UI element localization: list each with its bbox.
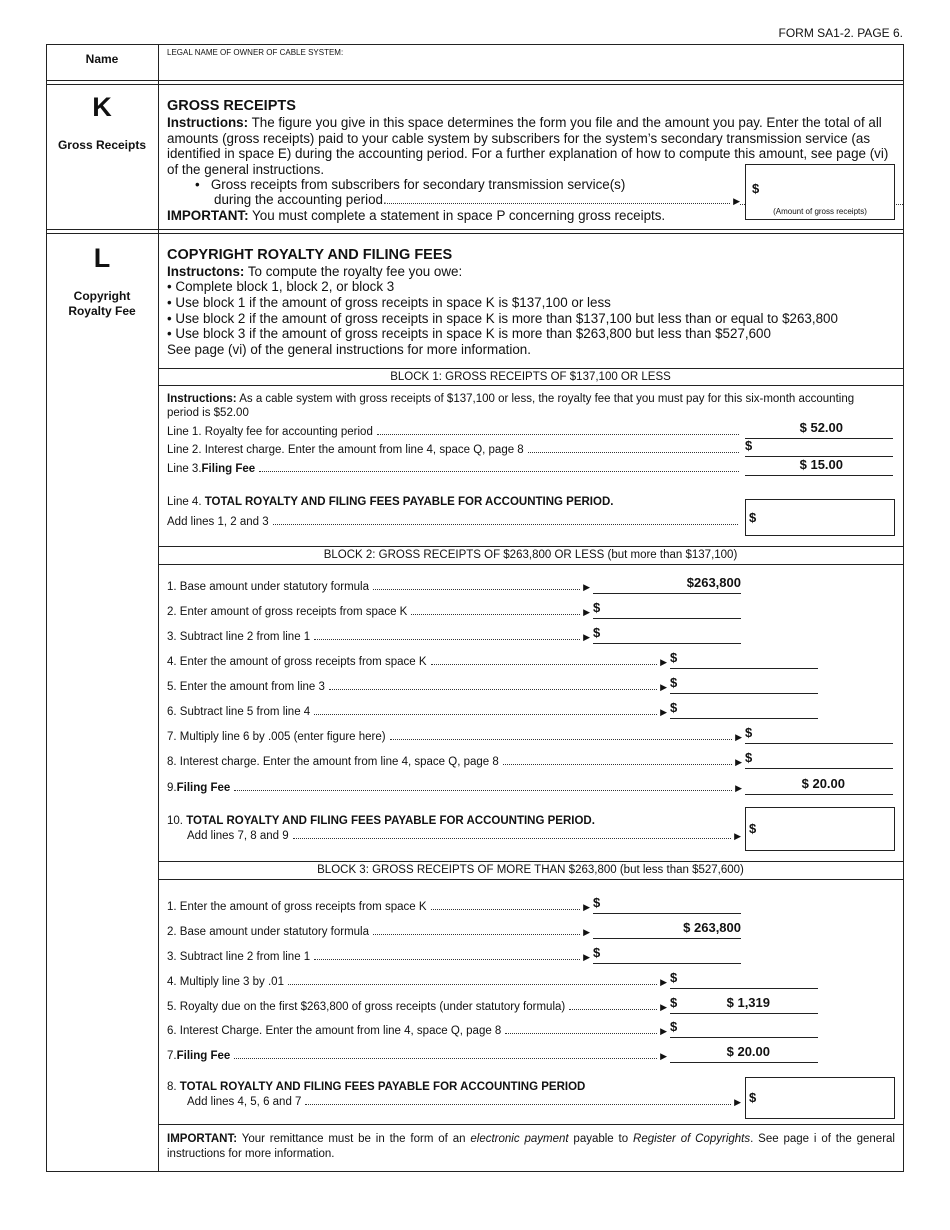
block3-line-input[interactable] xyxy=(670,1019,818,1038)
leader-dots xyxy=(329,689,657,690)
block3-line-input[interactable] xyxy=(670,995,818,1014)
leader-dots xyxy=(528,452,739,453)
leader-dots xyxy=(431,909,581,910)
block2-header: BLOCK 2: GROSS RECEIPTS OF $263,800 OR LESS (but more than $137,100) xyxy=(323,549,738,561)
line-label: 3. Subtract line 2 from line 1 xyxy=(167,631,311,643)
instruction-bullet: • Complete block 1, block 2, or block 3 xyxy=(167,279,395,294)
section-l-title: COPYRIGHT ROYALTY AND FILING FEES xyxy=(167,247,453,263)
legal-name-input[interactable] xyxy=(165,58,895,78)
line-label: 6. Interest Charge. Enter the amount from line 4, space Q, page 8 xyxy=(167,1025,502,1037)
leader-dots xyxy=(293,838,731,839)
block1-line-input[interactable] xyxy=(745,438,893,457)
bullet-gross-receipts: • Gross receipts from subscribers for secondary transmission service(s) xyxy=(195,177,626,192)
block3-total-label: 8. TOTAL ROYALTY AND FILING FEES PAYABLE FOR ACCOUNTING PERIOD xyxy=(167,1081,586,1093)
block2-total-row xyxy=(187,830,741,846)
dollar-sign: $ xyxy=(670,650,678,665)
divider xyxy=(46,80,903,81)
dollar-sign: $ xyxy=(593,895,601,910)
leader-dots xyxy=(305,1104,731,1105)
block3-line xyxy=(167,901,590,917)
block2-line xyxy=(167,756,742,772)
block2-line-input[interactable] xyxy=(745,725,893,744)
leader-dots xyxy=(234,1058,657,1059)
arrow-icon: ▶ xyxy=(583,902,590,912)
dollar-sign: $ xyxy=(749,509,757,525)
line-value: $ 52.00 xyxy=(799,420,843,435)
block2-total-input[interactable] xyxy=(745,807,895,851)
block2-line-input[interactable] xyxy=(593,600,741,619)
line-label-bold: Filing Fee xyxy=(176,1050,231,1062)
line-label: 4. Enter the amount of gross receipts from space K xyxy=(167,656,427,668)
block3-header: BLOCK 3: GROSS RECEIPTS OF MORE THAN $263,800 (but less than $527,600) xyxy=(317,864,744,876)
arrow-icon: ▶ xyxy=(660,1051,667,1061)
arrow-icon: ▶ xyxy=(660,977,667,987)
line-value: $263,800 xyxy=(686,575,741,590)
divider xyxy=(46,233,903,234)
block2-line-input[interactable] xyxy=(593,625,741,644)
block1-total-row xyxy=(167,516,741,532)
leader-dots xyxy=(234,790,732,791)
arrow-icon: ▶ xyxy=(583,927,590,937)
section-l-see: See page (vi) of the general instructions for more information. xyxy=(167,342,531,357)
section-k-letter: K xyxy=(92,92,112,122)
bullet-text: Use block 2 if the amount of gross receipts in space K is more than $137,100 but less than or equal to $263,800 xyxy=(175,311,838,326)
block1-line-input[interactable] xyxy=(745,457,893,476)
section-l-instructions: Instructons: To compute the royalty fee you owe: xyxy=(167,264,463,279)
block3-line-input[interactable] xyxy=(670,970,818,989)
section-k-important: IMPORTANT: You must complete a statement in space P concerning gross receipts. xyxy=(167,208,666,223)
line-value: $ 15.00 xyxy=(799,457,843,472)
block3-total-input[interactable] xyxy=(745,1077,895,1119)
block2-line xyxy=(167,631,590,647)
block3-line xyxy=(167,951,590,967)
dollar-sign: $ xyxy=(745,725,753,740)
block2-line xyxy=(167,681,667,697)
legal-name-field-label: LEGAL NAME OF OWNER OF CABLE SYSTEM: xyxy=(167,48,344,57)
arrow-icon: ▶ xyxy=(660,1026,667,1036)
arrow-icon: ▶ xyxy=(734,831,741,841)
line-label: Add lines 4, 5, 6 and 7 xyxy=(187,1096,302,1108)
block3-line-input[interactable] xyxy=(670,1044,818,1063)
leader-dots xyxy=(377,434,739,435)
leader-dots xyxy=(314,639,580,640)
block3-line-input[interactable] xyxy=(593,895,741,914)
line-value: $ 1,319 xyxy=(726,995,770,1010)
line-label: 1. Base amount under statutory formula xyxy=(167,581,369,593)
block3-line xyxy=(167,1050,667,1066)
leader-dots xyxy=(273,524,738,525)
dollar-sign: $ xyxy=(670,700,678,715)
bullet-text: Use block 1 if the amount of gross receipts in space K is $137,100 or less xyxy=(175,295,611,310)
dollar-sign: $ xyxy=(749,1090,757,1105)
line-label-bold: Filing Fee xyxy=(201,463,256,475)
line-label: Line 3. xyxy=(167,463,202,475)
line-label: 9. xyxy=(167,782,177,794)
line-label: 3. Subtract line 2 from line 1 xyxy=(167,951,311,963)
instruction-bullet: • Use block 3 if the amount of gross receipts in space K is more than $263,800 but less than $527,600 xyxy=(167,326,771,341)
block3-line xyxy=(167,976,667,992)
divider xyxy=(46,229,903,230)
arrow-icon: ▶ xyxy=(734,1097,741,1107)
column-divider xyxy=(158,44,159,1171)
leader-dots xyxy=(314,714,657,715)
row-label: during the accounting period. xyxy=(214,192,387,207)
divider xyxy=(46,84,903,85)
line-label: 4. Multiply line 3 by .01 xyxy=(167,976,284,988)
section-l-letter: L xyxy=(93,243,111,273)
block3-line-input[interactable] xyxy=(593,945,741,964)
dollar-sign: $ xyxy=(670,970,678,985)
section-l-label-1: Copyright xyxy=(73,289,131,303)
leader-dots xyxy=(411,614,580,615)
leader-dots xyxy=(288,984,657,985)
block1-line xyxy=(167,463,742,479)
bullet-text: Gross receipts from subscribers for secondary transmission service(s) xyxy=(210,177,626,192)
section-k-title: GROSS RECEIPTS xyxy=(167,98,296,114)
line-label: 8. Interest charge. Enter the amount from line 4, space Q, page 8 xyxy=(167,756,499,768)
line-label: 2. Enter amount of gross receipts from space K xyxy=(167,606,408,618)
bullet-text: Use block 3 if the amount of gross receipts in space K is more than $263,800 but less than $527,600 xyxy=(175,326,771,341)
instruction-bullet: • Use block 2 if the amount of gross receipts in space K is more than $137,100 but less than or equal to $263,800 xyxy=(167,311,838,326)
line-label: 5. Royalty due on the first $263,800 of gross receipts (under statutory formula) xyxy=(167,1001,566,1013)
line-label: Line 2. Interest charge. Enter the amount from line 4, space Q, page 8 xyxy=(167,444,524,456)
block2-line xyxy=(167,581,590,597)
line-label: 5. Enter the amount from line 3 xyxy=(167,681,325,693)
block1-total-label: Line 4. TOTAL ROYALTY AND FILING FEES PAYABLE FOR ACCOUNTING PERIOD. xyxy=(167,496,614,508)
line-label: 1. Enter the amount of gross receipts from space K xyxy=(167,901,427,913)
block3-line-input[interactable] xyxy=(593,920,741,939)
block1-header: BLOCK 1: GROSS RECEIPTS OF $137,100 OR LESS xyxy=(390,371,671,383)
block2-line-input[interactable] xyxy=(670,700,818,719)
line-label: 7. xyxy=(167,1050,177,1062)
arrow-icon: ▶ xyxy=(583,582,590,592)
block1-line xyxy=(167,444,742,460)
arrow-icon: ▶ xyxy=(660,1002,667,1012)
leader-dots xyxy=(314,959,580,960)
leader-dots xyxy=(569,1009,657,1010)
dollar-sign: $ xyxy=(670,675,678,690)
dollar-sign: $ xyxy=(593,625,601,640)
form-header: FORM SA1-2. PAGE 6. xyxy=(778,26,903,40)
leader-dots xyxy=(505,1033,657,1034)
block2-line xyxy=(167,782,742,798)
leader-dots xyxy=(431,664,658,665)
footer-important: IMPORTANT: Your remittance must be in the form of an electronic payment payable to Register of Copyrights. See page i of the general instructions for more information. xyxy=(167,1133,895,1160)
instructions-text: The figure you give in this space determines the form you file and the amount you pay. Enter the total of all amounts (gross receipts) paid to your cable system by subscribers for the system’s secondary transmission service (as identified in space E) during the accounting period. For a further explanation of how to compute this amount, see page (vi) of the general instructions. xyxy=(167,115,889,177)
line-label: Add lines 7, 8 and 9 xyxy=(187,830,289,842)
section-l-label-2: Royalty Fee xyxy=(68,304,136,318)
block2-line-input[interactable] xyxy=(745,776,893,795)
arrow-icon: ▶ xyxy=(660,657,667,667)
line-label: Line 1. Royalty fee for accounting period xyxy=(167,426,373,438)
gross-receipts-row: during the accounting period. ▶ xyxy=(214,192,740,207)
arrow-icon: ▶ xyxy=(583,952,590,962)
block2-line xyxy=(167,706,667,722)
block1-line-input[interactable] xyxy=(745,420,893,439)
block1-line xyxy=(167,426,742,442)
line-label-bold: Filing Fee xyxy=(176,782,231,794)
leader-dots xyxy=(373,934,580,935)
block1-instructions: Instructions: As a cable system with gross receipts of $137,100 or less, the royalty fee that you must pay for this six-month accounting period is $52.00 xyxy=(167,393,855,419)
section-k-label: Gross Receipts xyxy=(57,138,147,152)
dollar-sign: $ xyxy=(670,1019,678,1034)
block2-line-input[interactable] xyxy=(745,750,893,769)
line-label: 6. Subtract line 5 from line 4 xyxy=(167,706,311,718)
leader-dots xyxy=(373,589,580,590)
gross-receipts-input[interactable] xyxy=(745,164,895,220)
dollar-sign: $ xyxy=(593,600,601,615)
arrow-icon: ▶ xyxy=(660,682,667,692)
line-value: $ 263,800 xyxy=(683,920,741,935)
line-label: 2. Base amount under statutory formula xyxy=(167,926,369,938)
arrow-icon: ▶ xyxy=(735,783,742,793)
block3-line xyxy=(167,1001,667,1017)
leader-dots xyxy=(259,471,739,472)
arrow-icon: ▶ xyxy=(583,607,590,617)
leader-dots xyxy=(503,764,732,765)
instruction-bullet: • Use block 1 if the amount of gross receipts in space K is $137,100 or less xyxy=(167,295,611,310)
dollar-sign: $ xyxy=(745,750,753,765)
arrow-icon: ▶ xyxy=(735,757,742,767)
line-label: 7. Multiply line 6 by .005 (enter figure here) xyxy=(167,731,386,743)
line-value: $ 20.00 xyxy=(801,776,845,791)
block3-line xyxy=(167,926,590,942)
arrow-icon: ▶ xyxy=(583,632,590,642)
dollar-sign: $ xyxy=(670,995,678,1010)
line-value: $ 20.00 xyxy=(726,1044,770,1059)
dollar-sign: $ xyxy=(752,181,760,196)
dollar-sign: $ xyxy=(593,945,601,960)
block2-line-input[interactable] xyxy=(670,675,818,694)
block3-line xyxy=(167,1025,667,1041)
name-label: Name xyxy=(85,52,119,66)
block2-line xyxy=(167,606,590,622)
leader-dots xyxy=(390,739,732,740)
block2-line-input[interactable] xyxy=(670,650,818,669)
dollar-sign: $ xyxy=(745,438,753,453)
instructions-label: Instructions: xyxy=(167,115,249,130)
bullet-text: Complete block 1, block 2, or block 3 xyxy=(175,279,395,294)
arrow-icon: ▶ xyxy=(735,732,742,742)
block1-total-input[interactable] xyxy=(745,499,895,536)
arrow-icon: ▶ xyxy=(660,707,667,717)
block2-line xyxy=(167,656,667,672)
block2-line-input[interactable] xyxy=(593,575,741,594)
line-label: Add lines 1, 2 and 3 xyxy=(167,516,269,528)
block2-line xyxy=(167,731,742,747)
dollar-sign: $ xyxy=(749,821,757,836)
box-caption: (Amount of gross receipts) xyxy=(773,207,867,216)
block3-total-row xyxy=(187,1096,741,1112)
block2-total-label: 10. TOTAL ROYALTY AND FILING FEES PAYABLE FOR ACCOUNTING PERIOD. xyxy=(167,815,595,827)
